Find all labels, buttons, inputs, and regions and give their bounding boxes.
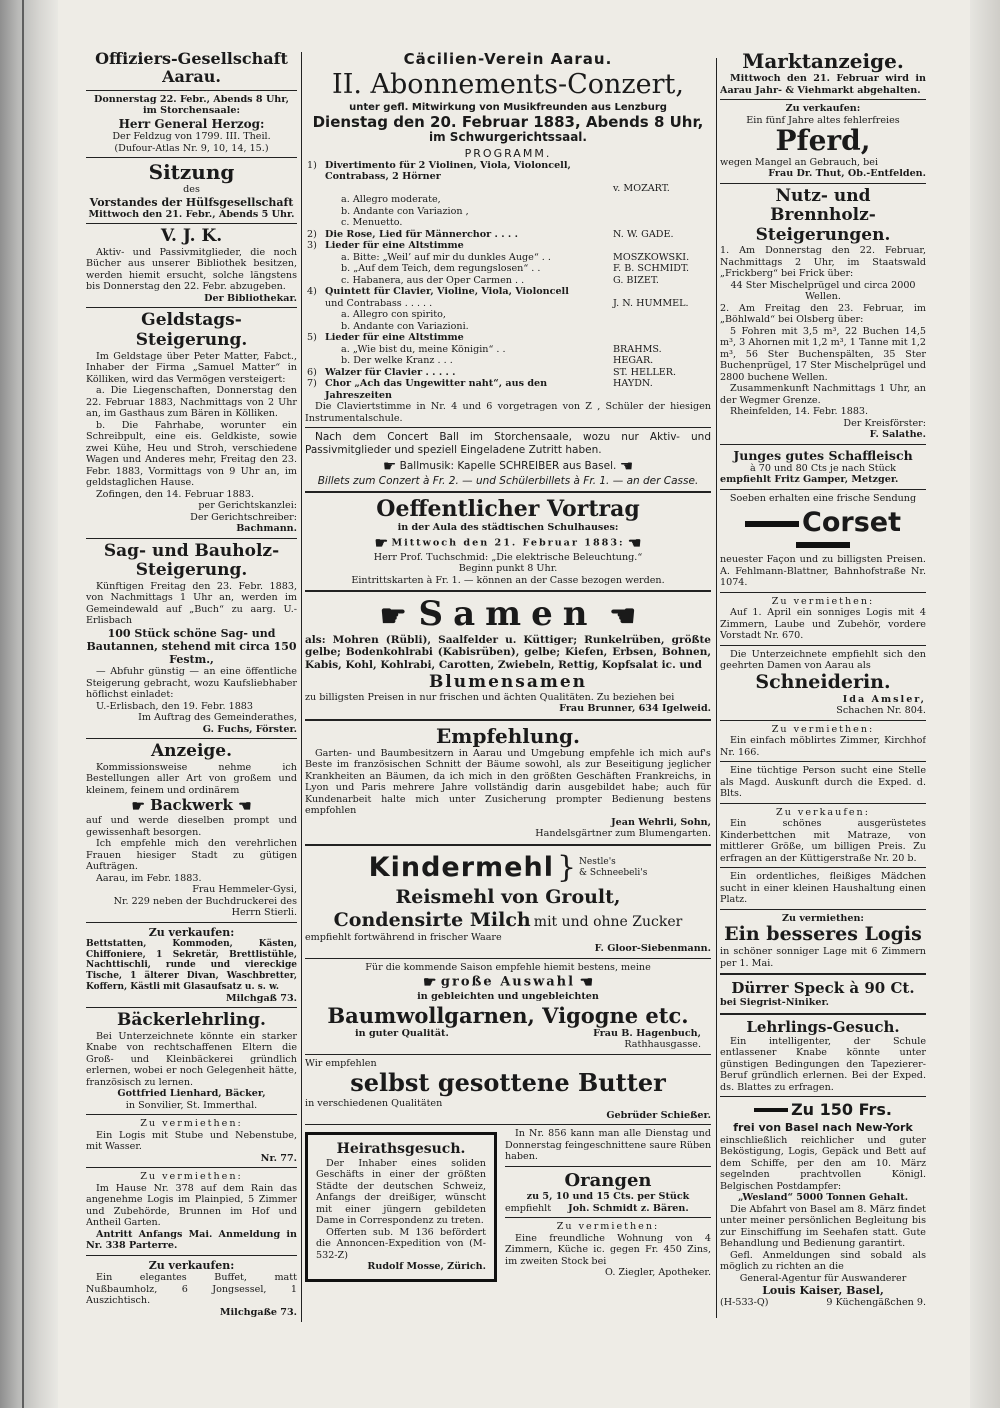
program-row: [305, 206, 711, 218]
program-number: [305, 183, 323, 195]
pointing-hand-left-icon: ☚: [579, 973, 594, 992]
program-piece: b. Der welke Kranz . . .: [341, 355, 453, 367]
ad-title: Lehrlings-Gesuch.: [746, 1017, 900, 1036]
program-number: [305, 309, 323, 321]
ad-schaffleisch: Junges gutes Schaffleisch à 70 und 80 Cts je nach Stück empfiehlt Fritz Gamper, Metzger.: [720, 448, 926, 486]
ad-vermiethen-2: Zu vermiethen: Im Hause Nr. 378 auf dem Rain das angenehme Logis im Plainpied, 5 Zimmer und Zubehörde, Brunnen im Hof und Antheil Garten. Antritt Anfangs Mai. Anmeldung in Nr. 338 Parterre.: [86, 1171, 297, 1252]
ad-title: Corset: [802, 507, 902, 539]
ad-vermiethen-1: Zu vermiethen: Ein Logis mit Stube und Nebenstube, mit Wasser. Nr. 77.: [86, 1118, 297, 1164]
ad-title: Heirathsgesuch.: [336, 1141, 466, 1158]
program-row: [305, 252, 711, 264]
program-number: [305, 206, 323, 218]
program-piece: Chor „Ach das Ungewitter naht“, aus den Jahreszeiten: [325, 378, 548, 401]
ad-title: Schneiderin.: [755, 670, 891, 693]
ad-title: Zu verkaufen:: [148, 1258, 235, 1272]
pointing-hand-left-icon: ☚: [238, 797, 252, 816]
ad-kindermehl: Kindermehl } Nestle's & Schneebeli's Reismehl von Groult, Condensirte Milch mit und ohne Zucker empfiehlt fortwährend in frischer Waare F. Gloor-Siebenmann.: [305, 849, 711, 955]
column-rule-left: [301, 52, 302, 1322]
ad-baecker: Bäckerlehrling. Bei Unterzeichnete könnte ein starker Knabe von rechtschaffenen Eltern die Groß- und Kleinbäckerei gründlich erlernen, wobei er noch Gelegenheit hätte, französisch zu lernen. Gottfried Lienhard, Bäcker, in Sonvilier, St. Immerthal.: [86, 1010, 297, 1111]
ad-title: Zu vermiethen:: [140, 1171, 243, 1183]
program-piece: Die Rose, Lied für Männerchor . . . .: [325, 228, 518, 240]
program-row: [305, 344, 711, 356]
program-piece: Lieder für eine Altstimme: [325, 240, 464, 252]
program-piece: a. „Wie bist du, meine Königin“ . .: [341, 343, 506, 355]
program-row: [305, 286, 711, 298]
ad-title: Zu vermiethen:: [556, 1221, 660, 1233]
concert-program: [305, 160, 711, 402]
ad-rueben: In Nr. 856 kann man alle Dienstag und Donnerstag feingeschnittene saure Rüben haben.: [505, 1128, 711, 1163]
pointing-hand-right-icon: ☛: [422, 973, 437, 992]
program-piece: a. Allegro con spirito,: [341, 309, 446, 321]
ad-title: Samen: [418, 594, 598, 635]
program-composer: G. BIZET.: [613, 274, 659, 286]
program-row: [305, 378, 711, 401]
program-number: 2): [307, 228, 317, 240]
program-row: [305, 183, 711, 195]
ad-title: Anzeige.: [150, 741, 233, 762]
program-piece: Quintett für Clavier, Violine, Viola, Violoncell: [325, 286, 569, 298]
pointing-hand-left-icon: ☚: [609, 598, 637, 634]
ad-sitzung: Sitzung des Vorstandes der Hülfsgesellschaft Mittwoch den 21. Febr., Abends 5 Uhr.: [86, 161, 297, 220]
ad-sagholz: Sag- und Bauholz- Steigerung. Künftigen Freitag den 23. Febr. 1883, von Nachmittags 1 Uhr an, werden im Gemeindewald auf „Buch“ zu aarg. U.-Erlisbach 100 Stück schöne Sag- und Bautannen, stehend mit circa 150 Festm., — Abfuhr günstig — an eine öffentliche Steigerung gebracht, wozu Kaufsliebhaber höflichst einladet: U.-Erlisbach, den 19. Febr. 1883 Im Auftrag des Gemeinderathes, G. Fuchs, Förster.: [86, 540, 297, 735]
ad-title: Ein besseres Logis: [724, 923, 922, 946]
program-number: [305, 252, 323, 264]
program-piece: Divertimento für 2 Violinen, Viola, Violoncell, Contrabass, 2 Hörner: [325, 159, 571, 183]
ad-title: Zu verkaufen:: [148, 925, 235, 939]
program-composer: [611, 217, 711, 229]
program-row: [305, 332, 711, 344]
program-composer: [611, 321, 711, 333]
ad-magd: Eine tüchtige Person sucht eine Stelle als Magd. Auskunft durch die Exped. d. Blts.: [720, 765, 926, 800]
program-piece: Walzer für Clavier . . . . .: [325, 366, 456, 378]
program-number: 4): [307, 286, 317, 298]
ad-vermiethen-wohnung: Zu vermiethen: Eine freundliche Wohnung von 4 Zimmern, Küche ic. gegen Fr. 450 Zins, im zweiten Stock bei O. Ziegler, Apotheker.: [505, 1221, 711, 1279]
ad-title: Orangen: [564, 1169, 652, 1191]
program-piece: b. Andante con Variazion ,: [341, 205, 469, 217]
program-number: 5): [307, 332, 317, 344]
program-composer: F. B. SCHMIDT.: [613, 263, 690, 275]
program-composer: [611, 240, 711, 252]
pointing-hand-left-icon: ☚: [619, 456, 634, 475]
program-piece: und Contrabass . . . . .: [325, 297, 433, 309]
ad-title: Dürrer Speck à 90 Ct.: [731, 979, 915, 998]
ad-lehrling: Lehrlings-Gesuch. Ein intelligenter, der Schule entlassener Knabe könnte unter günstigen Bedingungen den Tapezierer-Beruf gründlich erlernen. Bei der Exped. ds. Blattes zu erfragen.: [720, 1017, 926, 1093]
pointing-hand-right-icon: ☛: [379, 598, 407, 634]
ad-anzeige: Anzeige. Kommissionsweise nehme ich Bestellungen aller Art von großem und kleinem, feinem und ordinärem ☛ Backwerk ☚ auf und werde dieselben prompt und gewissenhaft besorgen. Ich empfehle mich den verehrlichen Frauen hiesiger Stadt zu gütigen Aufträgen. Aarau, im Febr. 1883. Frau Hemmeler-Gysi, Nr. 229 neben der Buchdruckerei des Herrn Stierli.: [86, 741, 297, 919]
ad-title: V. J. K.: [160, 226, 223, 247]
ad-corset: Soeben erhalten eine frische Sendung Corset neuester Façon und zu billigsten Preisen. A. Fehlmann-Blattner, Bahnhofstraße Nr. 1074.: [720, 492, 926, 589]
program-composer: [611, 309, 711, 321]
ad-schneiderin: Die Unterzeichnete empfiehlt sich den geehrten Damen von Aarau als Schneiderin. Ida Amsler, Schachen Nr. 804.: [720, 648, 926, 717]
program-row: [305, 263, 711, 275]
program-number: 3): [307, 240, 317, 252]
ad-title: Pferd,: [775, 124, 871, 157]
decorative-bar: [745, 521, 799, 527]
column-right: [720, 50, 926, 1309]
ad-heirathsgesuch: Heirathsgesuch. Der Inhaber eines soliden Geschäfts in einer der größten Städte der deutschen Schweiz, Anfangs der dreißiger, wünscht mit einer jüngern gebildeten Dame in Correspondenz zu treten. Offerten sub. M 136 befördert die Annoncen-Expedition von (M-532-Z) Rudolf Mosse, Zürich.: [305, 1132, 497, 1282]
program-row: [305, 355, 711, 367]
ad-title: Oeffentlicher Vortrag: [376, 496, 640, 523]
program-row: [305, 240, 711, 252]
program-row: [305, 321, 711, 333]
program-row: [305, 160, 711, 183]
decorative-bar: [754, 1108, 788, 1112]
ad-samen: ☛ Samen ☚ als: Mohren (Rübli), Saalfelder u. Küttiger; Runkelrüben, größte gelbe; Bodenkohlrabi (Kabisrüben), gelbe; Kiefen, Erbsen, Bohnen, Kabis, Kohl, Kohlrabi, Carotten, Zwiebeln, Rettig, Kopfsalat ic. und Blumensamen zu billigsten Preisen in nur frischen und ächten Qualitäten. Zu beziehen bei Frau Brunner, 634 Igelweid.: [305, 594, 711, 715]
binding-edge: [22, 0, 24, 1408]
ad-title: Sitzung: [148, 160, 235, 185]
ad-logis-2: Zu vermiethen: Ein besseres Logis in schöner sonniger Lage mit 6 Zimmern per 1. Mai.: [720, 912, 926, 969]
ad-butter: Wir empfehlen selbst gesottene Butter in verschiedenen Qualitäten Gebrüder Schießer.: [305, 1057, 711, 1121]
ad-title: Kindermehl: [368, 851, 554, 883]
binding-gutter: [0, 0, 58, 1408]
ad-nutzholz: Nutz- und Brennholz- Steigerungen. 1. Am Donnerstag den 22. Februar, Nachmittags 2 Uhr, im Staatswald „Frickberg“ bei Frick über: 44 Ster Mischelprügel und circa 2000 Wellen. 2. Am Freitag den 23. Februar, im „Böhlwald“ bei Olsberg über: 5 Fohren mit 3,5 m³, 22 Buchen 14,5 m³, 3 Ahornen mit 1,2 m³, 1 Tanne mit 1,2 m³, 56 Ster Buchenspälten, 35 Ster Buchenprügel, 17 Ster Mischelprügel und 2800 buchene Wellen. Zusammenkunft Nachmittags 1 Uhr, an der Wegmer Grenze. Rheinfelden, 14. Febr. 1883. Der Kreisförster: F. Salathe.: [720, 185, 926, 441]
ad-title: Baumwollgarnen, Vigogne etc.: [327, 1002, 689, 1028]
pointing-hand-left-icon: ☚: [627, 533, 642, 552]
ad-title: Nutz- und Brennholz-: [770, 185, 876, 226]
ad-markt: Marktanzeige. Mittwoch den 21. Februar wird in Aarau Jahr- & Viehmarkt abgehalten.: [720, 50, 926, 96]
ad-title: Bäckerlehrling.: [117, 1010, 266, 1031]
program-number: [305, 344, 323, 356]
decorative-bar: [796, 542, 850, 548]
ad-title: II. Abonnements-Conzert,: [332, 69, 684, 100]
ad-title: Marktanzeige.: [742, 50, 904, 73]
program-piece: b. Andante con Variazioni.: [341, 320, 469, 332]
program-row: [305, 309, 711, 321]
program-composer: HAYDN.: [613, 378, 653, 390]
ad-title: Offiziers-Gesellschaft Aarau.: [95, 50, 288, 87]
program-composer: [611, 206, 711, 218]
column-rule-right: [716, 58, 717, 1318]
program-row: [305, 298, 711, 310]
program-piece: c. Habanera, aus der Oper Carmen . .: [341, 274, 525, 286]
program-composer: HEGAR.: [613, 355, 654, 367]
ad-empfehlung: Empfehlung. Garten- und Baumbesitzern in Aarau und Umgebung empfehle ich mich auf's Beste im französischen Schnitt der Bäume sowohl, als zur Beseitigung jeglicher Krankheiten an Bäumen, da ich mich in den größten Geschäften Frankreichs, in Lyon und Paris mehrere Jahre vollständig darin ausgebildet habe; auch für Kundenarbeit halte mich unter Zusicherung prompter Bedienung bestens empfohlen Jean Wehrli, Sohn, Handelsgärtner zum Blumengarten.: [305, 723, 711, 840]
ad-title: Zu vermiethen:: [771, 595, 875, 607]
program-composer: N. W. GADE.: [613, 228, 674, 240]
program-number: [305, 263, 323, 275]
ad-verkaufen-2: Zu verkaufen: Ein elegantes Buffet, matt Nußbaumholz, 6 Jongsessel, 1 Auszichtisch. Milchgaße 73.: [86, 1258, 297, 1318]
program-number: [305, 275, 323, 287]
program-composer: MOSZKOWSKI.: [613, 251, 690, 263]
ad-offiziers: Offiziers-Gesellschaft Aarau. Donnerstag 22. Febr., Abends 8 Uhr, im Storchensaale: Herr General Herzog: Der Feldzug von 1799. III. Theil. (Dufour-Atlas Nr. 9, 10, 14, 15.): [86, 50, 297, 154]
ad-maedchen: Ein ordentliches, fleißiges Mädchen sucht in einer kleinen Haushaltung einen Platz.: [720, 871, 926, 906]
program-piece: [323, 183, 611, 195]
program-piece: b. „Auf dem Teich, dem regungslosen“ . .: [341, 263, 541, 275]
program-composer: [611, 286, 711, 298]
ad-pferd: Zu verkaufen: Ein fünf Jahre altes fehlerfreies Pferd, wegen Mangel an Gebrauch, bei Frau Dr. Thut, Ob.-Entfelden.: [720, 103, 926, 180]
ad-title: Sag- und Bauholz-: [103, 540, 280, 561]
ad-title: Zu vermiethen:: [771, 723, 875, 735]
program-number: 7): [307, 378, 317, 390]
pointing-hand-right-icon: ☛: [382, 456, 397, 475]
ad-vjk: V. J. K. Aktiv- und Passivmitglieder, die noch Bücher aus unserer Bibliothek besitzen, werden hiemit ersucht, solche längstens bis Donnerstag den 22. Febr. abzugeben. Der Bibliothekar.: [86, 226, 297, 304]
page-edge-shadow: [970, 0, 1000, 1408]
program-row: [305, 275, 711, 287]
column-left: [86, 50, 297, 1318]
program-row: [305, 217, 711, 229]
program-number: 1): [307, 159, 317, 171]
ad-title: Zu vermiethen:: [140, 1118, 243, 1130]
program-number: [305, 298, 323, 310]
program-composer: [611, 160, 711, 183]
program-number: 6): [307, 366, 317, 378]
ad-title: selbst gesottene Butter: [350, 1068, 666, 1098]
program-number: [305, 355, 323, 367]
program-piece: c. Menuetto.: [341, 217, 403, 229]
program-composer: BRAHMS.: [613, 343, 662, 355]
program-piece: a. Bitte: „Weil’ auf mir du dunkles Auge“ . .: [341, 251, 551, 263]
program-number: [305, 217, 323, 229]
ad-kinderbett: Zu verkaufen: Ein schönes ausgerüstetes Kinderbettchen mit Matraze, von mittlerer Größe, um billigen Preis. Zu erfragen an der Küttigerstraße Nr. 20 b.: [720, 806, 926, 864]
program-composer: [611, 332, 711, 344]
ad-vortrag: Oeffentlicher Vortrag in der Aula des städtischen Schulhauses: ☛ Mittwoch den 21. Februar 1883: ☚ Herr Prof. Tuchschmid: „Die elektrische Beleuchtung.“ Beginn punkt 8 Uhr. Eintrittskarten à Fr. 1. — können an der Casse bezogen werden.: [305, 497, 711, 586]
program-composer: v. MOZART.: [613, 182, 670, 194]
program-composer: J. N. HUMMEL.: [613, 297, 689, 309]
program-composer: [611, 194, 711, 206]
program-composer: ST. HELLER.: [613, 366, 677, 378]
program-row: [305, 229, 711, 241]
pointing-hand-right-icon: ☛: [374, 533, 389, 552]
ad-caecilien-concert: Cäcilien-Verein Aarau. II. Abonnements-Conzert, unter gefl. Mitwirkung von Musikfreunden aus Lenzburg Dienstag den 20. Februar 1883, Abends 8 Uhr, im Schwurgerichtssaal. PROGRAMM. 1) Divertimento für 2 Violinen, Viola, Violoncell, Contrabass, 2 Hörner v. MOZART. a. Allegro moderate, b. Andante con Variazion , c. Menuetto. 2) Die Rose, Lied für Männerchor . . . . N. W. GADE. 3) Lieder für eine Altstimme a. Bitte: „Weil’ auf mir du dunkles Auge“ . . MOSZKOWSKI. b. „Auf dem Teich, dem regungslosen“ . . F. B. SCHMIDT. c. Habanera, aus der Oper Carmen . . G. BIZET. 4) Quintett für Clavier, Violine, Viola, Violoncell und Contrabass . . . . . J. N. HUMMEL. a. Allegro con spirito, b. Andante con Variazioni. 5) Lieder für eine Altstimme a. „Wie bist du, meine Königin“ . . BRAHMS. b. Der welke Kranz . . . HEGAR. 6) Walzer für Clavier . . . . . ST. HELLER. 7) Chor „Ach das Ungewitter naht“, aus den Jahreszeiten HAYDN. Die Claviertstimme in Nr. 4 und 6 vorgetragen von Z , Schüler der hiesigen Instrumentalschule. Nach dem Concert Ball im Storchensaale, wozu nur Aktiv- und Passivmitglieder und speziell Eingeladene Zutritt haben. ☛ Ballmusik: Kapelle SCHREIBER aus Basel. ☚ Billets zum Conzert à Fr. 2. — und Schülerbillets à Fr. 1. — an der Casse.: [305, 50, 711, 487]
column-middle: [305, 50, 711, 1286]
ad-title: Zu verkaufen:: [776, 806, 870, 818]
ad-title: Empfehlung.: [436, 723, 580, 748]
program-row: [305, 194, 711, 206]
program-row: [305, 367, 711, 379]
ad-speck: Dürrer Speck à 90 Ct. bei Siegrist-Niniker.: [720, 979, 926, 1009]
ad-logis-1: Zu vermiethen: Auf 1. April ein sonniges Logis mit 4 Zimmern, Laube und Zubehör, vordere Vorstadt Nr. 670.: [720, 595, 926, 642]
ad-title: Geldstags-Steigerung.: [135, 310, 248, 350]
program-number: [305, 321, 323, 333]
ad-new-york: Zu 150 Frs. frei von Basel nach New-York einschließlich reichlicher und guter Beköstigung, Logis, Gepäck und Bett auf dem Schiffe, per den am 10. März segelnden prachtvollen Königl. Belgischen Postdampfer: „Wesland“ 5000 Tonnen Gehalt. Die Abfahrt von Basel am 8. März findet unter meiner persönlichen Begleitung bis zur Einschiffung im Seehafen statt. Gute Behandlung und Bedienung garantirt. Gefl. Anmeldungen sind sobald als möglich zu richten an die General-Agentur für Auswanderer Louis Kaiser, Basel, (H-533-Q) 9 Küchengäßchen 9.: [720, 1100, 926, 1309]
ad-orangen: Orangen zu 5, 10 und 15 Cts. per Stück empfiehlt Joh. Schmidt z. Bären.: [505, 1170, 711, 1215]
program-piece: Lieder für eine Altstimme: [325, 332, 464, 344]
ad-zimmer: Zu vermiethen: Ein einfach möblirtes Zimmer, Kirchhof Nr. 166.: [720, 723, 926, 758]
pointing-hand-right-icon: ☛: [131, 797, 145, 816]
ad-verkaufen-1: Zu verkaufen: Bettstatten, Kommoden, Kästen, Chiffoniere, 1 Sekretär, Brettlistühle, Nachttischli, runde und viereckige Tische, 1 älterer Divan, Waschbretter, Koffern, Kästli mit Glasaufsatz u. s. w. Milchgaß 73.: [86, 925, 297, 1004]
ad-title: Junges gutes Schaffleisch: [733, 447, 913, 463]
ad-baumwolle: Für die kommende Saison empfehle hiemit bestens, meine ☛ große Auswahl ☚ in gebleichten und ungebleichten Baumwollgarnen, Vigogne etc. in guter Qualität. Frau B. Hagenbuch, Rathhausgasse.: [305, 962, 711, 1051]
program-piece: a. Allegro moderate,: [341, 194, 441, 206]
ad-geldstag: Geldstags-Steigerung. Im Geldstage über Peter Matter, Fabct., Inhaber der Firma „Samuel Matter“ in Kölliken, wird das Vermögen versteigert: a. Die Liegenschaften, Donnerstag den 22. Februar 1883, Nachmittags von 2 Uhr an, im Gasthaus zum Bären in Kölliken. b. Die Fahrhabe, worunter ein Schreibpult, eine eis. Geldkiste, sowie zwei Kühe, Heu und Stroh, verschiedene Wagen und Anderes mehr, Freitag den 23. Febr. 1883, Vormittags von 9 Uhr an, im geldstaglichen Hause. Zofingen, den 14. Februar 1883. per Gerichtskanzlei: Der Gerichtschreiber: Bachmann.: [86, 310, 297, 534]
program-number: [305, 194, 323, 206]
ad-title: Zu 150 Frs.: [791, 1100, 892, 1120]
